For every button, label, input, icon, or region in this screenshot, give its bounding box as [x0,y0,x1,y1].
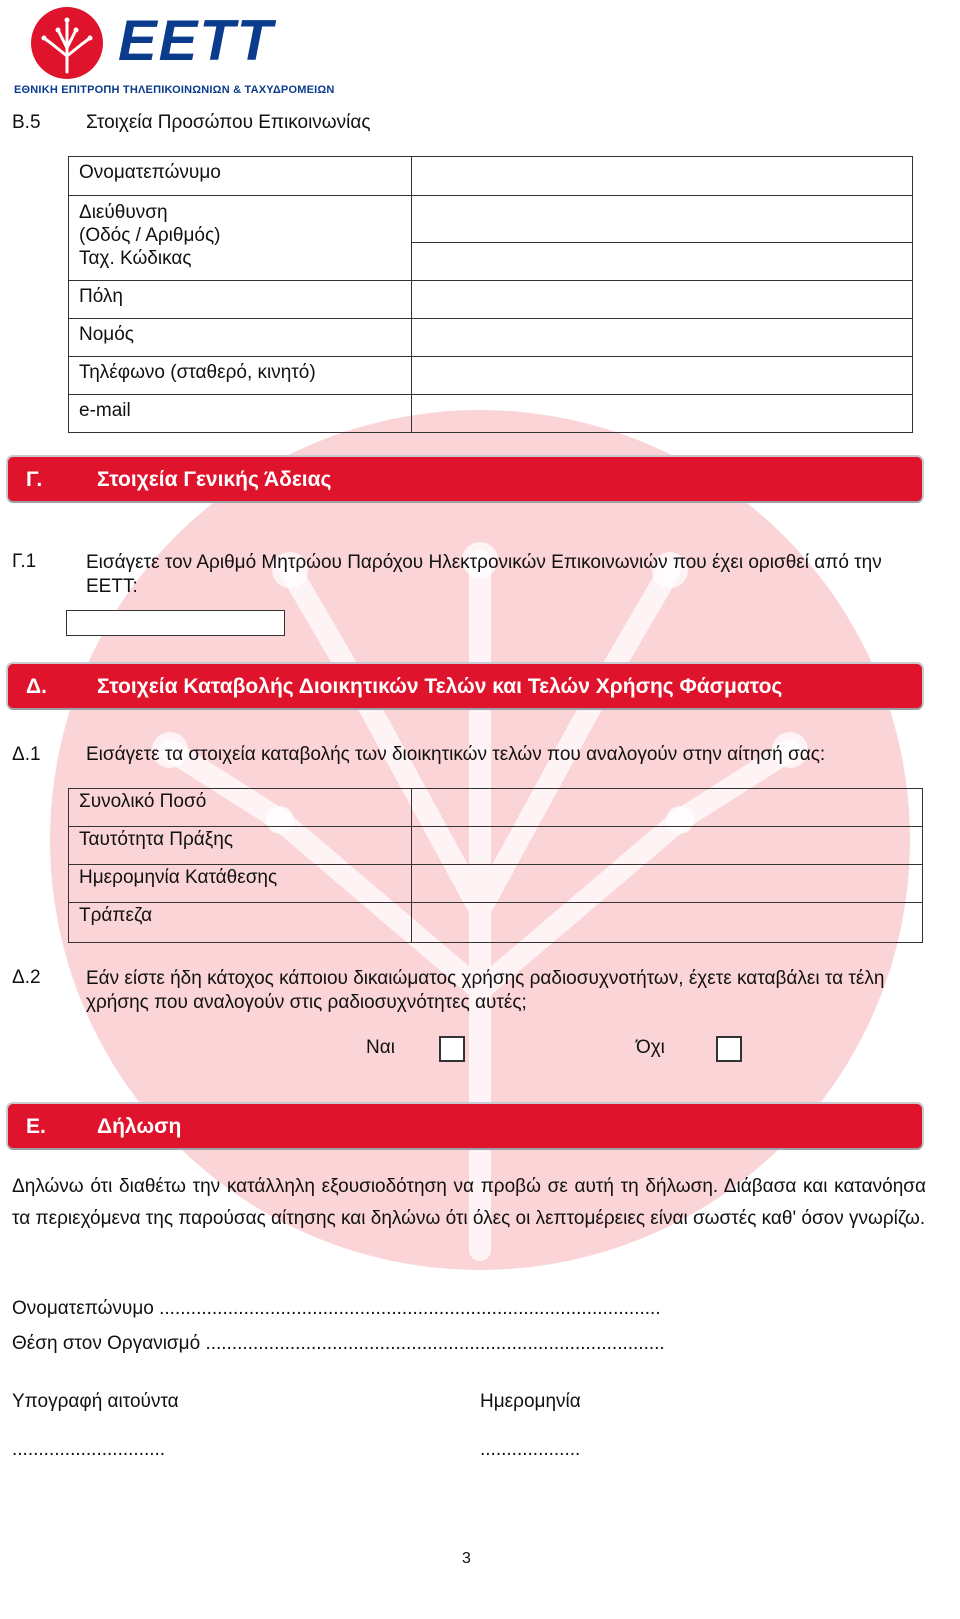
contact-address-label: Διεύθυνση (Οδός / Αριθμός) Ταχ. Κώδικας [69,196,412,281]
fee-deposit-date-field[interactable] [412,865,923,903]
yes-option-label: Ναι [366,1037,395,1058]
no-checkbox[interactable] [716,1036,742,1062]
section-e-banner [8,1104,922,1148]
contact-prefecture-label: Νομός [69,319,412,357]
section-d1-number: Δ.1 [12,744,41,765]
signature-label: Υπογραφή αιτούντα [12,1391,179,1412]
section-b5-number: Β.5 [12,112,41,133]
date-label: Ημερομηνία [480,1391,581,1412]
fee-total-amount-label: Συνολικό Ποσό [69,789,412,827]
yes-checkbox[interactable] [439,1036,465,1062]
declarant-name-line[interactable]: Ονοματεπώνυμο ............................................................................................... [12,1298,661,1319]
eett-logo-icon [30,6,104,80]
contact-city-field[interactable] [412,281,913,319]
section-d2-number: Δ.2 [12,967,41,988]
fee-bank-field[interactable] [412,903,923,943]
fee-deposit-date-label: Ημερομηνία Κατάθεσης [69,865,412,903]
section-b5-title: Στοιχεία Προσώπου Επικοινωνίας [86,112,371,133]
section-g-banner [8,457,922,501]
declarant-position-line[interactable]: Θέση στον Οργανισμό ....................................................................................... [12,1333,665,1354]
contact-name-field[interactable] [412,157,913,196]
provider-registry-number-field[interactable] [66,610,285,636]
date-line[interactable]: ................... [480,1439,581,1460]
section-d-number: Δ. [26,675,47,698]
section-d-title: Στοιχεία Καταβολής Διοικητικών Τελών και Τελών Χρήσης Φάσματος [97,675,783,698]
section-g-number: Γ. [26,468,43,491]
page-number: 3 [462,1550,471,1567]
signature-line[interactable]: ............................. [12,1439,166,1460]
contact-phone-label: Τηλέφωνο (σταθερό, κινητό) [69,357,412,395]
contact-city-label: Πόλη [69,281,412,319]
contact-email-field[interactable] [412,395,913,433]
section-d2-text: Εάν είστε ήδη κάτοχος κάποιου δικαιώματος χρήσης ραδιοσυχνοτήτων, έχετε καταβάλει τα τέλη χρήσης που αναλογούν στις ραδιοσυχνότητες αυτές; [86,968,885,1013]
fee-transaction-id-field[interactable] [412,827,923,865]
fee-transaction-id-label: Ταυτότητα Πράξης [69,827,412,865]
section-e-title: Δήλωση [97,1115,182,1138]
section-g1-number: Γ.1 [12,551,37,572]
fee-total-amount-field[interactable] [412,789,923,827]
section-g1-text: Εισάγετε τον Αριθμό Μητρώου Παρόχου Ηλεκτρονικών Επικοινωνιών που έχει ορισθεί από την ΕΕΤΤ: [86,552,882,597]
section-e-number: Ε. [26,1115,46,1138]
fees-payment-table [68,788,923,943]
logo-wordmark: ΕΕΤΤ [118,8,275,73]
contact-name-label: Ονοματεπώνυμο [69,157,412,196]
section-d-banner [8,664,922,708]
declaration-text: Δηλώνω ότι διαθέτω την κατάλληλη εξουσιοδότηση να προβώ σε αυτή τη δήλωση. Διάβασα και κατανόησα τα περιεχόμενα της παρούσας αίτησης και δηλώνω ότι όλες οι λεπτομέρειες είναι σωστές καθ' όσον γνωρίζω. [12,1176,926,1229]
contact-phone-field[interactable] [412,357,913,395]
contact-prefecture-field[interactable] [412,319,913,357]
no-option-label: Όχι [636,1037,665,1058]
section-g-title: Στοιχεία Γενικής Άδειας [97,468,332,491]
contact-person-table [68,156,913,433]
fee-bank-label: Τράπεζα [69,903,412,943]
contact-email-label: e-mail [69,395,412,433]
logo-subtitle: ΕΘΝΙΚΗ ΕΠΙΤΡΟΠΗ ΤΗΛΕΠΙΚΟΙΝΩΝΙΩΝ & ΤΑΧΥΔΡΟΜΕΙΩΝ [14,84,335,96]
contact-address-field[interactable] [412,196,913,281]
section-d1-text: Εισάγετε τα στοιχεία καταβολής των διοικητικών τελών που αναλογούν στην αίτησή σας: [86,744,826,765]
